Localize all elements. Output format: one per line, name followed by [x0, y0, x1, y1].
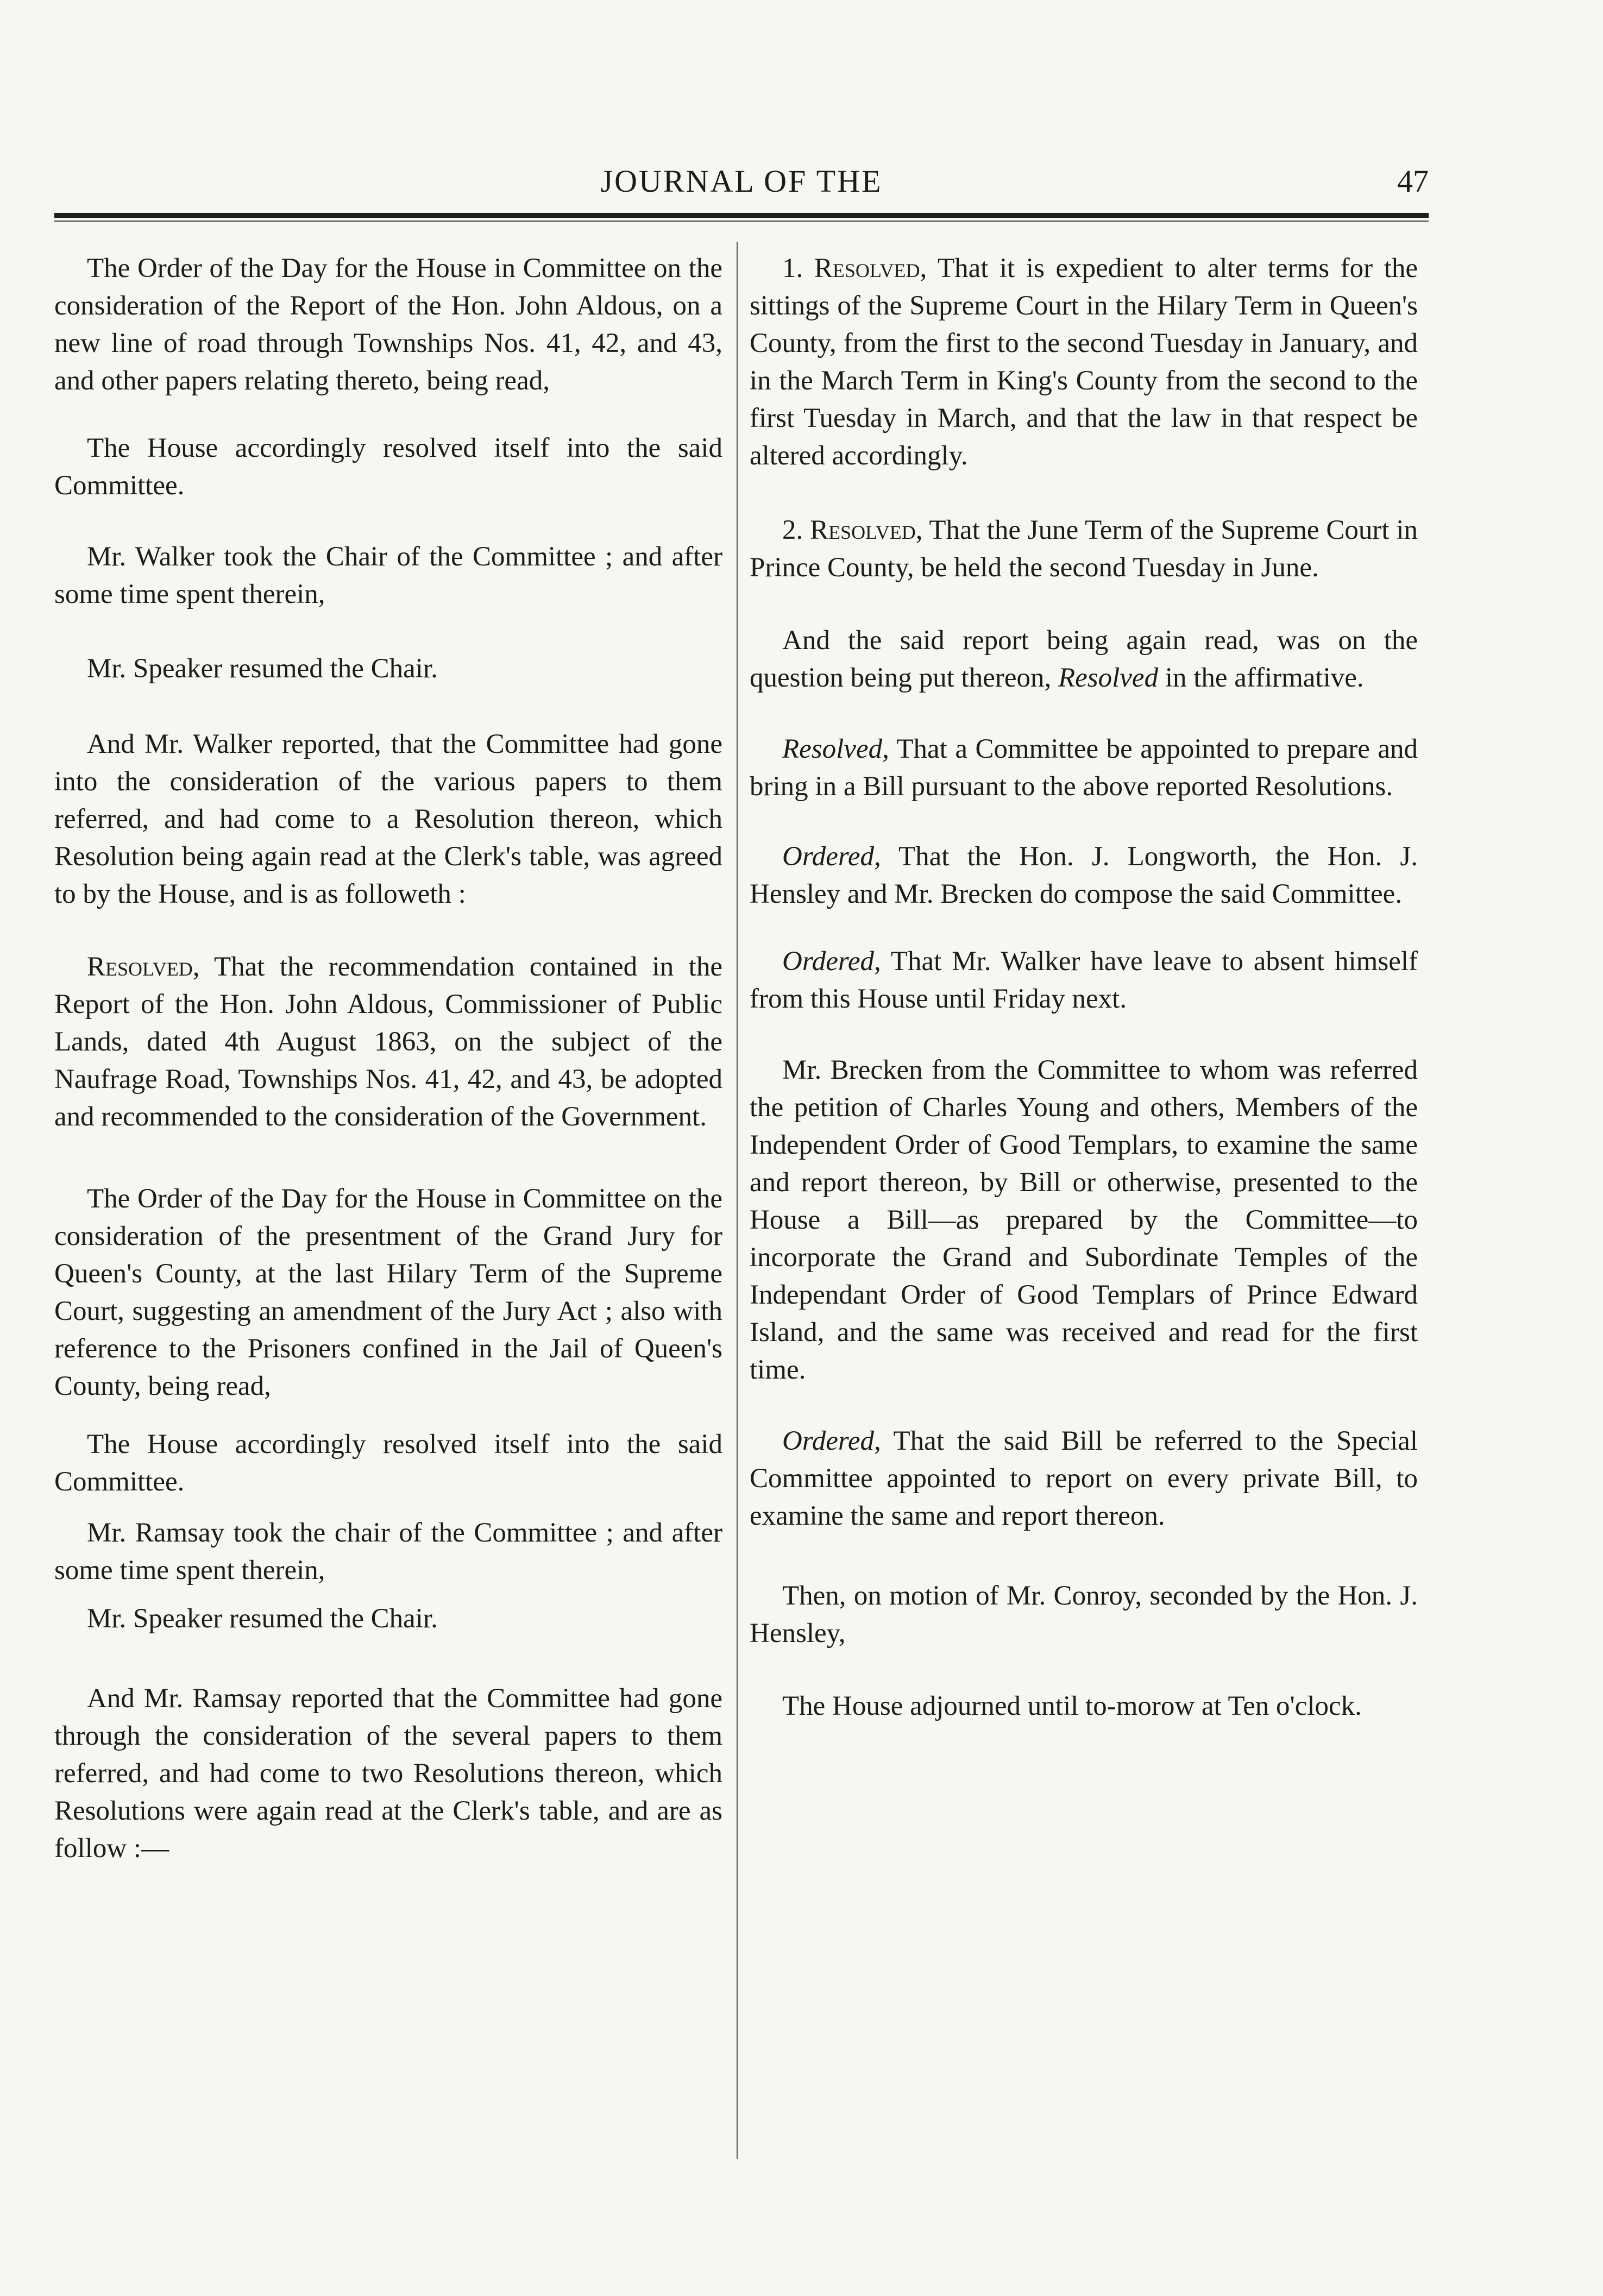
- left-para-3-text: Mr. Walker took the Chair of the Committee ; and after some time spent therein,: [54, 542, 722, 609]
- left-para-7: [54, 1180, 722, 1405]
- right-para-4: [750, 731, 1418, 806]
- right-para-5-text: , That the Hon. J. Longworth, the Hon. J. Hensley and Mr. Brecken do compose the said Committee.: [750, 841, 1418, 909]
- ordered-italic-lead: Ordered: [782, 946, 875, 977]
- left-para-10-text: Mr. Speaker resumed the Chair.: [87, 1603, 438, 1634]
- left-para-6-text: , That the recommendation contained in the Report of the Hon. John Aldous, Commissioner of Public Lands, dated 4th August 1863, on the subject of the Naufrage Road, Townships Nos. 41, 42, and 43, be adopted and recommended to the consideration of the Government.: [54, 952, 722, 1132]
- right-para-3-after: in the affirmative.: [1158, 663, 1364, 693]
- right-para-4-text: , That a Committee be appointed to prepare and bring in a Bill pursuant to the above reported Resolutions.: [750, 734, 1418, 802]
- resolved-lead: Resolved: [810, 515, 916, 545]
- left-para-2-text: The House accordingly resolved itself into the said Committee.: [54, 433, 722, 501]
- right-para-5: [750, 838, 1418, 913]
- right-para-6: [750, 943, 1418, 1018]
- right-para-3-text: And the said report being again read, was on the question being put thereon,: [750, 625, 1418, 693]
- ordered-italic-lead: Ordered: [782, 841, 875, 872]
- right-para-2: [750, 512, 1418, 587]
- right-column: [750, 250, 1418, 1725]
- right-para-8: [750, 1423, 1418, 1535]
- right-para-9-text: Then, on motion of Mr. Conroy, seconded by the Hon. J. Hensley,: [750, 1581, 1418, 1649]
- resolved-lead: Resolved: [814, 253, 920, 284]
- right-para-2-text: , That the June Term of the Supreme Court in Prince County, be held the second Tuesday in June.: [750, 515, 1418, 583]
- left-para-9: [54, 1514, 722, 1589]
- column-divider: [737, 242, 738, 2159]
- right-para-1-text: , That it is expedient to alter terms for the sittings of the Supreme Court in the Hilary Term in Queen's County, from the first to the second Tuesday in January, and in the March Term in King's County from the second to the first Tuesday in March, and that the law in that respect be altered accordingly.: [750, 253, 1418, 471]
- left-para-8: [54, 1426, 722, 1501]
- left-para-11: [54, 1680, 722, 1867]
- resolved-italic-lead: Resolved: [782, 734, 883, 764]
- left-para-6: [54, 948, 722, 1136]
- left-para-3: [54, 538, 722, 613]
- right-para-6-text: , That Mr. Walker have leave to absent himself from this House until Friday next.: [750, 946, 1418, 1014]
- resolution-number: 1.: [782, 253, 814, 284]
- left-para-2: [54, 430, 722, 505]
- left-para-11-text: And Mr. Ramsay reported that the Committee had gone through the consideration of the several papers to them referred, and had come to two Resolutions thereon, which Resolutions were again read at the Clerk's table, and are as follow :—: [54, 1683, 722, 1864]
- left-para-4-text: Mr. Speaker resumed the Chair.: [87, 653, 438, 684]
- page-number: 47: [1397, 163, 1429, 199]
- header-rule-thin: [54, 221, 1429, 222]
- left-para-5: [54, 726, 722, 913]
- page-header: [54, 163, 1429, 201]
- right-para-10-text: The House adjourned until to-morow at Ten o'clock.: [782, 1691, 1362, 1721]
- left-para-1: [54, 250, 722, 400]
- right-para-9: [750, 1577, 1418, 1652]
- right-para-7-text: Mr. Brecken from the Committee to whom was referred the petition of Charles Young and others, Members of the Independent Order of Good Templars, to examine the same and report thereon, by Bill or otherwise, presented to the House a Bill—as prepared by the Committee—to incorporate the Grand and Subordinate Temples of the Independant Order of Good Templars of Prince Edward Island, and the same was received and read for the first time.: [750, 1055, 1418, 1385]
- ordered-italic-lead: Ordered: [782, 1426, 875, 1456]
- resolved-lead: Resolved: [87, 952, 193, 982]
- right-para-1: [750, 250, 1418, 475]
- header-rule-thick: [54, 213, 1429, 218]
- left-para-1-text: The Order of the Day for the House in Committee on the consideration of the Report of the Hon. John Aldous, on a new line of road through Townships Nos. 41, 42, and 43, and other papers relating thereto, being read,: [54, 253, 722, 396]
- running-title: JOURNAL OF THE: [600, 163, 883, 199]
- left-column: [54, 250, 722, 1867]
- left-para-4: [54, 650, 722, 688]
- left-para-8-text: The House accordingly resolved itself into the said Committee.: [54, 1429, 722, 1497]
- resolved-italic: Resolved: [1058, 663, 1159, 693]
- right-para-10: [750, 1688, 1418, 1725]
- left-para-10: [54, 1600, 722, 1638]
- right-para-7: [750, 1052, 1418, 1389]
- right-para-8-text: , That the said Bill be referred to the Special Committee appointed to report on every private Bill, to examine the same and report thereon.: [750, 1426, 1418, 1531]
- resolution-number: 2.: [782, 515, 810, 545]
- left-para-5-text: And Mr. Walker reported, that the Committee had gone into the consideration of the various papers to them referred, and had come to a Resolution thereon, which Resolution being again read at the Clerk's table, was agreed to by the House, and is as followeth :: [54, 729, 722, 909]
- left-para-9-text: Mr. Ramsay took the chair of the Committee ; and after some time spent therein,: [54, 1518, 722, 1586]
- left-para-7-text: The Order of the Day for the House in Committee on the consideration of the presentment of the Grand Jury for Queen's County, at the last Hilary Term of the Supreme Court, suggesting an amendment of the Jury Act ; also with reference to the Prisoners confined in the Jail of Queen's County, being read,: [54, 1184, 722, 1401]
- right-para-3: [750, 622, 1418, 697]
